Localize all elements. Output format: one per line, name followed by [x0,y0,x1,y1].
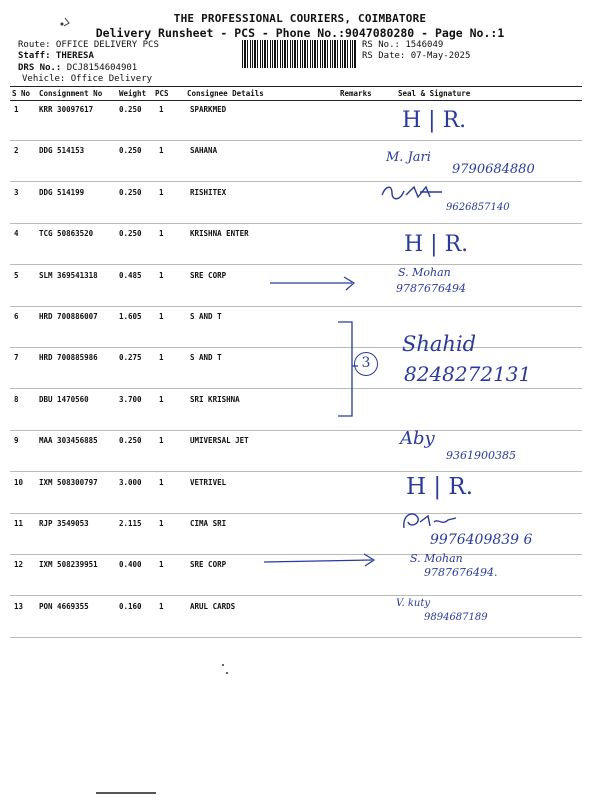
phone-row11: 9976409839 6 [430,532,533,548]
circled-count [354,352,378,376]
arrow-row5-icon [268,274,360,298]
cell-pcs: 1 [159,436,164,446]
cell-consignee: SPARKMED [190,105,227,114]
signature-row12: S. Mohan [410,552,463,565]
cell-consignment: DBU 1470560 [39,394,89,404]
runsheet-subtitle: Delivery Runsheet - PCS - Phone No.:9047080280 - Page No.:1 [95,26,505,40]
cell-weight: 0.250 [119,436,142,446]
signature-row9: Aby [400,428,435,449]
cell-sno: 5 [14,270,19,280]
cell-weight: 3.700 [119,394,142,404]
cell-pcs: 1 [159,312,164,321]
cell-weight: 0.400 [119,560,142,570]
cell-consignee: S AND T [190,353,222,363]
scan-dot [222,664,224,666]
cell-weight: 0.250 [119,187,142,197]
cell-sno: 11 [14,519,24,528]
phone-row12: 9787676494. [424,566,498,579]
cell-weight: 0.160 [119,601,142,611]
barcode-icon [242,40,356,68]
cell-sno: 4 [14,229,19,239]
circled-count-value: 3 [361,355,371,371]
cell-weight: 0.250 [119,229,142,239]
col-consignment: Consignment No [39,89,103,98]
table-row [10,99,582,141]
staff-text: Staff: THERESA [18,51,94,61]
cell-sno: 3 [14,187,19,197]
scan-dot [226,672,228,674]
cell-weight: 0.485 [119,270,142,280]
cell-consignment: HRD 700886007 [39,312,98,321]
meta-right [362,40,470,62]
col-consignee: Consignee Details [187,89,264,98]
phone-row7: 8248272131 [404,362,532,386]
cell-sno: 2 [14,146,19,156]
signature-row2: M. Jari [386,150,431,165]
phone-row3: 9626857140 [446,202,510,213]
meta-left [18,40,159,85]
cell-sno: 13 [14,601,24,611]
rs-no-text: RS No.: 1546049 [362,40,444,50]
signature-row5: S. Mohan [398,266,451,279]
cell-weight: 0.275 [119,353,142,363]
cell-consignment: IXM 508300797 [39,477,98,487]
col-remarks: Remarks [340,89,372,98]
rs-date-text: RS Date: 07-May-2025 [362,51,471,61]
cell-consignment: DDG 514199 [39,187,85,197]
cell-pcs: 1 [159,560,164,570]
cell-pcs: 1 [159,105,164,114]
cell-pcs: 1 [159,477,164,487]
cell-consignee: SRE CORP [190,560,227,570]
cell-consignee: S AND T [190,312,222,321]
cell-consignee: SRE CORP [190,270,227,280]
drs-value: DCJ8154604901 [66,63,138,73]
vehicle-text: Vehicle: Office Delivery [22,74,153,84]
scan-artifact-line [96,792,156,794]
signature-scribble-row3 [380,183,450,207]
cell-pcs: 1 [159,394,164,404]
cell-weight: 3.000 [119,477,142,487]
cell-pcs: 1 [159,519,164,528]
cell-consignee: VETRIVEL [190,477,227,487]
cell-sno: 9 [14,436,19,446]
table-row [10,472,582,514]
cell-pcs: 1 [159,353,164,363]
cell-consignment: TCG 50863520 [39,229,94,239]
cell-sno: 10 [14,477,24,487]
cell-weight: 0.250 [119,146,142,156]
cell-consignee: SRI KRISHNA [190,394,240,404]
col-seal: Seal & Signature [398,89,471,98]
signature-row7: Shahid [402,332,477,356]
cell-pcs: 1 [159,187,164,197]
doc-logo-mark-icon [58,14,72,28]
cell-pcs: 1 [159,270,164,280]
table-row [10,596,582,638]
cell-consignment: PON 4669355 [39,601,89,611]
cell-consignee: UMIVERSAL JET [190,436,249,446]
cell-consignment: HRD 700885986 [39,353,98,363]
col-sno: S No [12,89,31,98]
phone-row5: 9787676494 [396,282,466,295]
phone-row13: 9894687189 [424,612,488,623]
cell-consignment: DDG 514153 [39,146,85,156]
cell-consignee: KRISHNA ENTER [190,229,249,239]
cell-consignee: ARUL CARDS [190,601,236,611]
hr-mark-row1: H | R. [402,108,467,133]
col-pcs: PCS [155,89,169,98]
cell-pcs: 1 [159,601,164,611]
signature-row13: V. kuty [396,598,430,609]
cell-pcs: 1 [159,229,164,239]
cell-sno: 8 [14,394,19,404]
cell-sno: 7 [14,353,19,363]
table-row [10,306,582,348]
table-row [10,223,582,265]
runsheet-title: THE PROFESSIONAL COURIERS, COIMBATORE [173,12,427,25]
col-weight: Weight [119,89,147,98]
cell-weight: 1.605 [119,312,142,321]
cell-consignment: MAA 303456885 [39,436,98,446]
cell-consignee: CIMA SRI [190,519,227,528]
cell-consignment: KRR 30097617 [39,105,94,114]
cell-consignment: SLM 369541318 [39,270,98,280]
table-row [10,389,582,431]
hr-mark-row4: H | R. [404,232,469,257]
drs-label: DRS No.: [18,63,62,73]
cell-pcs: 1 [159,146,164,156]
route-text: Route: OFFICE DELIVERY PCS [18,40,159,50]
phone-row9: 9361900385 [446,449,516,462]
cell-sno: 6 [14,312,19,321]
cell-weight: 0.250 [119,105,142,114]
cell-sno: 1 [14,105,19,114]
cell-consignment: RJP 3549053 [39,519,89,528]
cell-consignee: RISHITEX [190,187,227,197]
cell-weight: 2.115 [119,519,142,528]
phone-row2: 9790684880 [452,162,535,177]
cell-consignment: IXM 508239951 [39,560,98,570]
arrow-row12-icon [262,550,382,574]
cell-sno: 12 [14,560,24,570]
cell-consignee: SAHANA [190,146,218,156]
hr-mark-row10: H | R. [406,474,474,500]
